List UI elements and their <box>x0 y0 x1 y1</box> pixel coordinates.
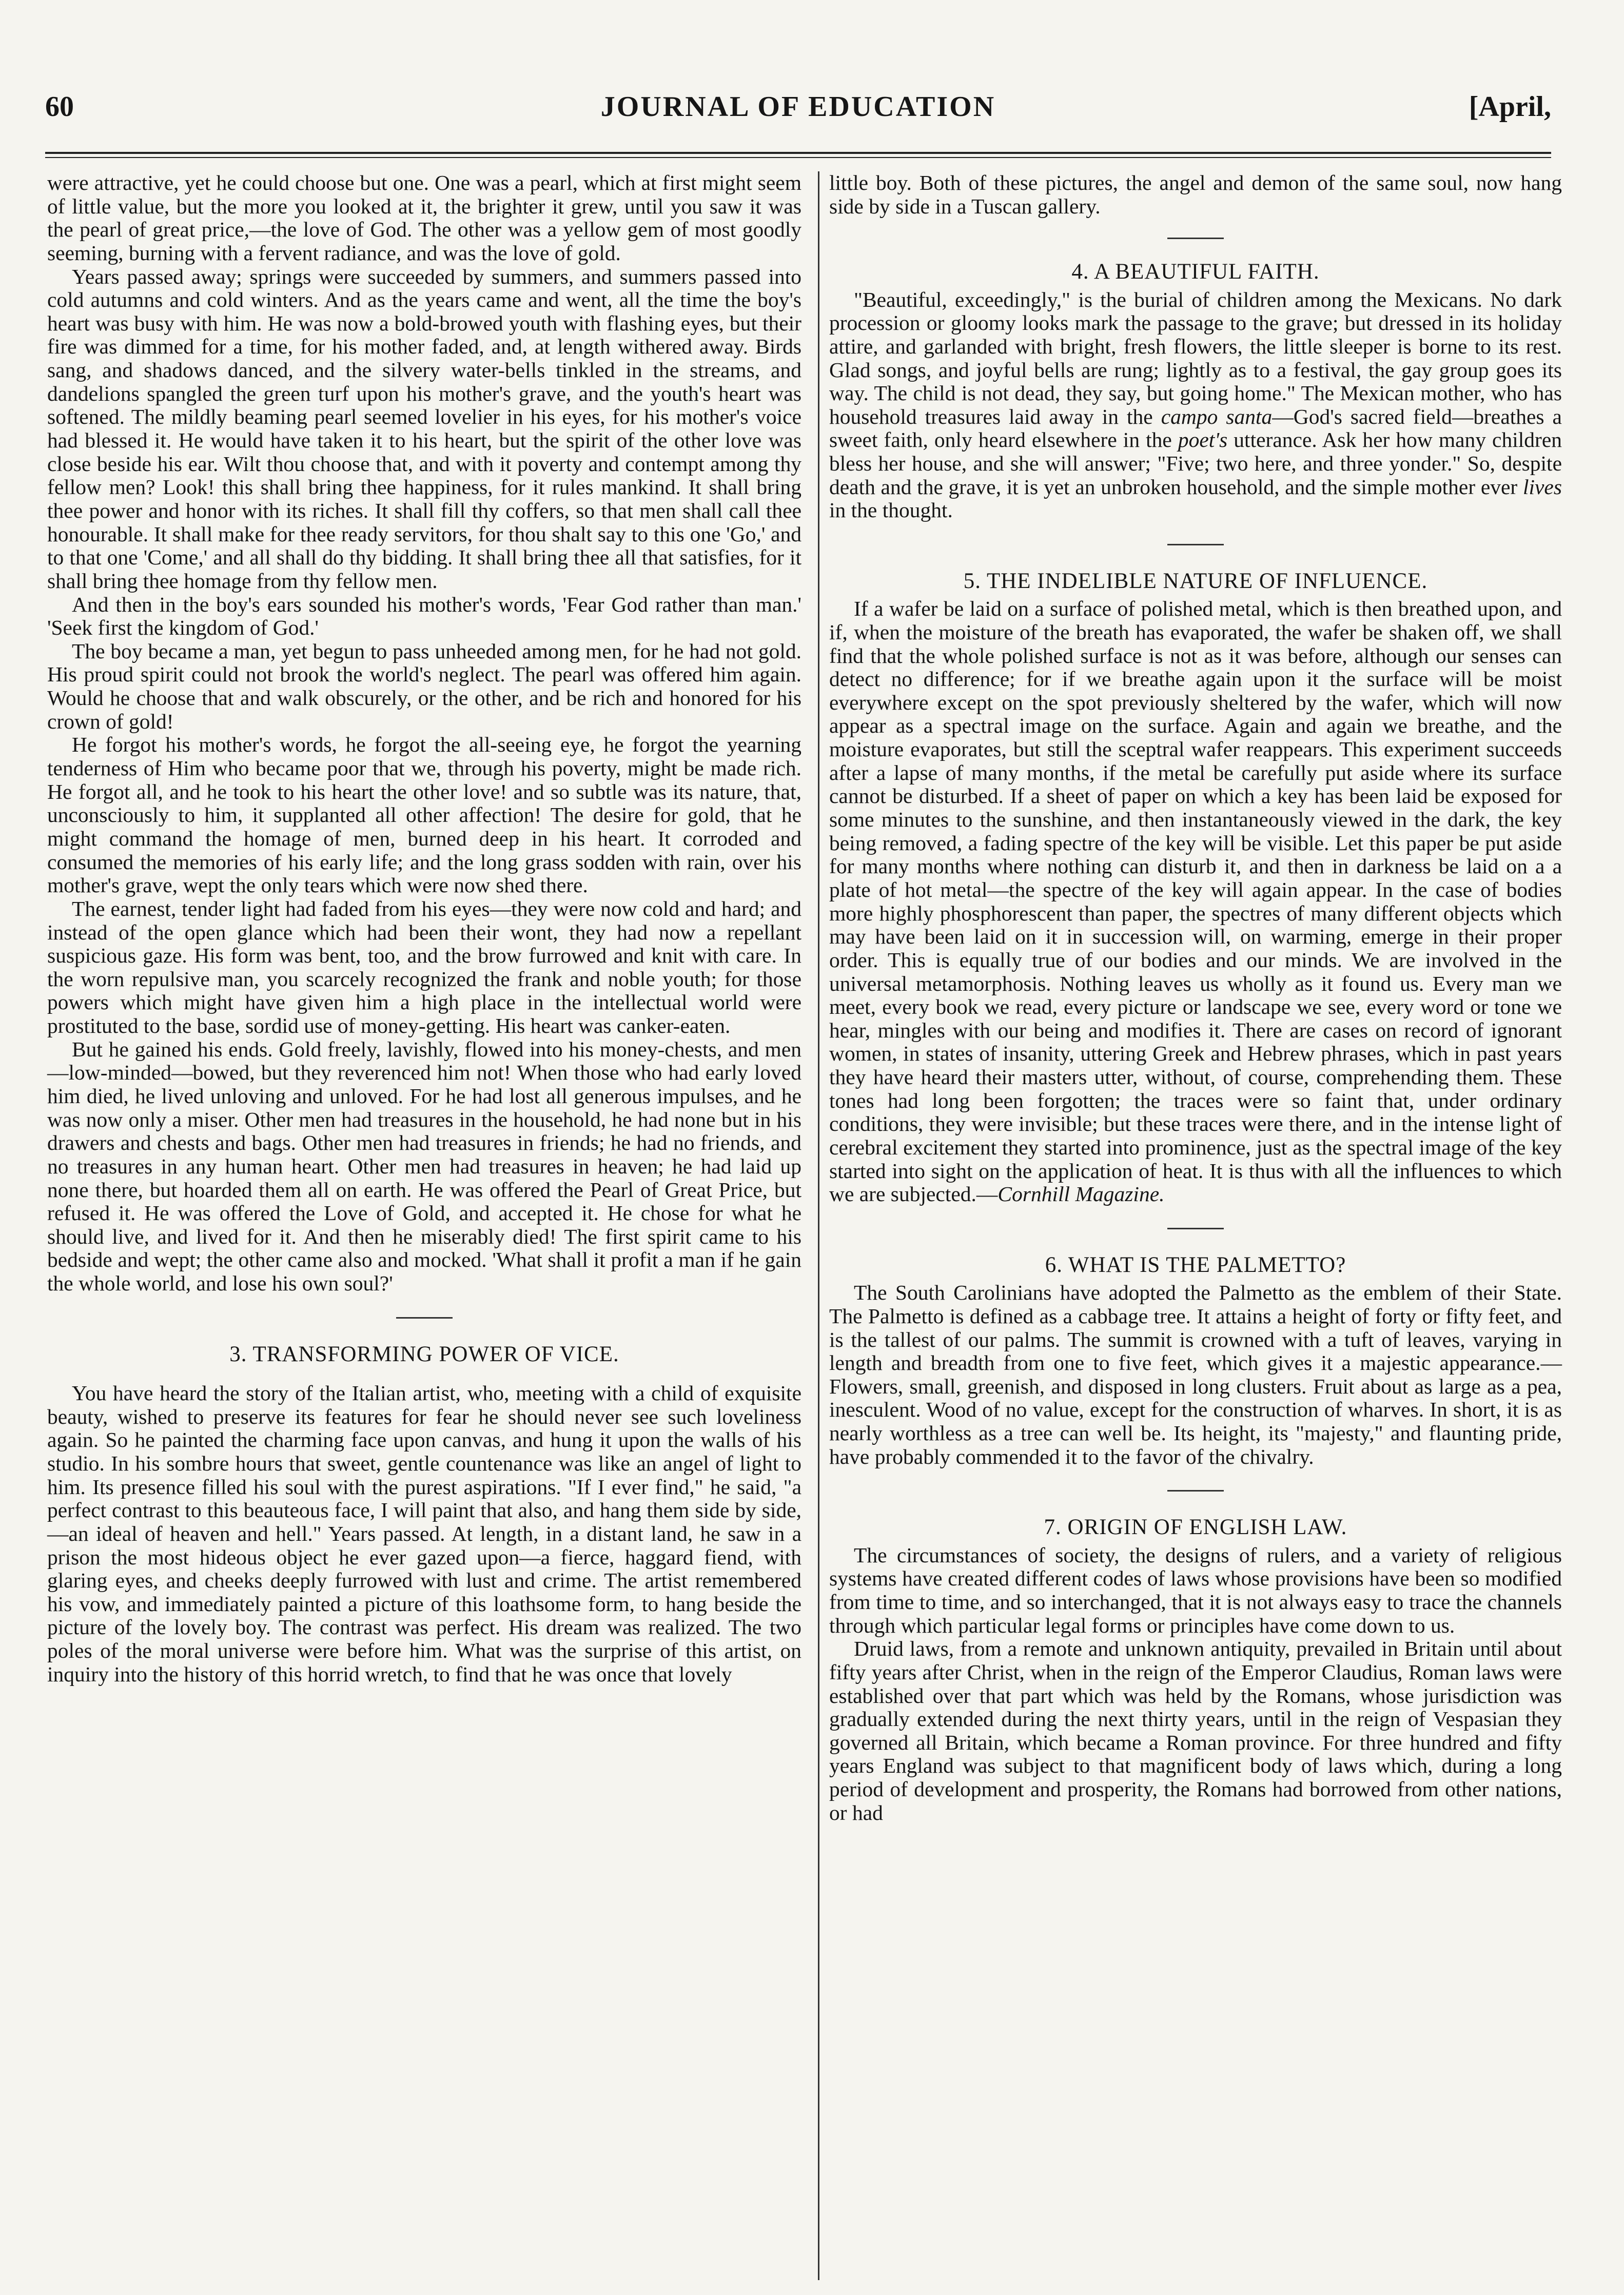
text-run: "Beautiful, exceedingly," is the burial of children among the Mexicans. No dark procession or gloomy looks mark the passage to the grave; but dressed in its holiday attire, and garlanded with bright, fresh flowers, the little sleeper is borne to its rest. Glad songs, and joyful bells are rung; lightly as to a festival, the gay group goes its way. The child is not dead, they say, but going home." The Mexican mother, who has household treasures laid away in the <box>829 287 1562 428</box>
paragraph: little boy. Both of these pictures, the angel and demon of the same soul, now hang side by side in a Tuscan gallery. <box>829 171 1562 218</box>
paragraph: Years passed away; springs were succeeded by summers, and summers passed into cold autumns and cold winters. And as the years came and went, all the time the boy's heart was busy with him. He was now a bold-browed youth with flashing eyes, but their fire was dimmed for a time, for his mother faded, and, at length withered away. Birds sang, and shadows danced, and the silvery water-bells tinkled in the streams, and dandelions spangled the green turf upon his mother's grave, and the youth's heart was softened. The mildly beaming pearl seemed lovelier in his eyes, for his mother's voice had blessed it. He would have taken it to his heart, but the spirit of the other love was close beside his ear. Wilt thou choose that, and with it poverty and contempt among thy fellow men? Look! this shall bring thee happiness, for it rules mankind. It shall bring thee power and honor with its riches. It shall fill thy coffers, so that men shall call thee honourable. It shall make for thee ready servitors, for thou shalt say to this one 'Go,' and to that one 'Come,' and all shall do thy bidding. It shall bring thee all that satisfies, for it shall bring thee homage from thy fellow men. <box>47 264 801 593</box>
paragraph <box>829 597 1562 1206</box>
right-column <box>829 171 1562 1825</box>
text-run: in the thought. <box>829 498 953 522</box>
section-divider <box>396 1317 453 1319</box>
italic-run: campo santa <box>1161 404 1273 428</box>
paragraph: He forgot his mother's words, he forgot the all-seeing eye, he forgot the yearning tenderness of Him who became poor that we, through his poverty, might be made rich. He forgot all, and he took to his heart the other love! and so subtle was its nature, that, unconsciously to him, it supplanted all other affection! The desire for gold, that he might command the homage of men, burned deep in his heart. It corroded and consumed the memories of his early life; and the long grass sodden with rain, over his mother's grave, wept the only tears which were now shed there. <box>47 733 801 897</box>
section-title: 4. A BEAUTIFUL FAITH. <box>1071 260 1320 284</box>
paragraph: You have heard the story of the Italian artist, who, meeting with a child of exquisite beauty, wished to preserve its features for fear he should never see such loveliness again. So he painted the charming face upon canvas, and hung it upon the walls of his studio. In his sombre hours that sweet, gentle countenance was like an angel of light to him. Its presence filled his soul with the purest aspirations. "If I ever find," he said, "a perfect contrast to this beauteous face, I will paint that also, and hang them side by side,—an ideal of heaven and hell." Years passed. At length, in a distant land, he saw in a prison the most hideous object he ever gazed upon—a fierce, haggard fiend, with glaring eyes, and cheeks deeply furrowed with lust and crime. The artist remembered his vow, and immediately painted a picture of this loathsome form, to hang beside the picture of the lovely boy. The contrast was perfect. His dream was realized. The two poles of the moral universe were before him. What was the surprise of this artist, on inquiry into the history of this horrid wretch, to find that he was once that lovely <box>47 1381 801 1686</box>
text-run: utterance. Ask her how many children bless her house, and she will answer; "Five; two here, and three yonder." So, despite death and the grave, it is yet an unbroken household, and the simple mother ever <box>829 428 1562 499</box>
section-divider <box>1167 1228 1224 1229</box>
paragraph: Druid laws, from a remote and unknown antiquity, prevailed in Britain until about fifty years after Christ, when in the reign of the Emperor Claudius, Roman laws were established over that part which was held by the Romans, whose jurisdiction was gradually extended during the next thirty years, until in the reign of Vespasian they governed all Britain, which became a Roman province. For three hundred and fifty years England was subject to that magnificent body of laws which, during a long period of development and prosperity, the Romans had borrowed from other nations, or had <box>829 1637 1562 1825</box>
source-citation: Cornhill Magazine. <box>997 1182 1165 1206</box>
paragraph: And then in the boy's ears sounded his mother's words, 'Fear God rather than man.' 'Seek first the kingdom of God.' <box>47 592 801 640</box>
paragraph: were attractive, yet he could choose but one. One was a pearl, which at first might seem of little value, but the more you looked at it, the brighter it grew, until you saw it was the pearl of great price,—the love of God. The other was a yellow gem of most goodly seeming, burning with a fervent radiance, and was the love of gold. <box>47 171 801 265</box>
paragraph: The earnest, tender light had faded from his eyes—they were now cold and hard; and instead of the open glance which had been their wont, they had now a repellant suspicious gaze. His form was bent, too, and the brow furrowed and knit with care. In the worn repulsive man, you scarcely recognized the frank and noble youth; for those powers which might have given him a high place in the intellectual world were prostituted to the base, sordid use of money-getting. His heart was canker-eaten. <box>47 896 801 1038</box>
section-title: 6. WHAT IS THE PALMETTO? <box>1045 1252 1346 1277</box>
paragraph: The boy became a man, yet begun to pass unheeded among men, for he had not gold. His proud spirit could not brook the world's neglect. The pearl was offered him again. Would he choose that and walk obscurely, or the other, and be rich and honored for his crown of gold! <box>47 639 801 733</box>
text-run: —God's sacred field—breathes a sweet faith, only heard elsewhere in the <box>829 404 1562 452</box>
page-number: 60 <box>45 91 74 123</box>
italic-run: lives <box>1522 475 1562 499</box>
section-title: 3. TRANSFORMING POWER OF VICE. <box>229 1342 619 1366</box>
journal-title: JOURNAL OF EDUCATION <box>600 91 996 123</box>
section-divider <box>1167 1490 1224 1492</box>
header-rule <box>45 152 1551 154</box>
column-divider <box>818 171 819 2280</box>
left-column <box>47 171 801 1686</box>
header-rule-thin <box>45 157 1551 158</box>
paragraph: The South Carolinians have adopted the Palmetto as the emblem of their State. The Palmetto is defined as a cabbage tree. It attains a height of forty or fifty feet, and is the tallest of our palms. The summit is crowned with a tuft of leaves, varying in length and breadth from one to five feet, which gives it a majestic appearance.—Flowers, small, greenish, and disposed in long clusters. Fruit about as large as a pea, inesculent. Wood of no value, except for the construction of wharves. In short, it is as nearly worthless as a tree can well be. Its height, its "majesty," and flaunting pride, have probably commended it to the favor of the chivalry. <box>829 1281 1562 1468</box>
paragraph <box>829 288 1562 522</box>
section-divider <box>1167 544 1224 545</box>
page-header <box>45 90 1551 131</box>
section-title: 5. THE INDELIBLE NATURE OF INFLUENCE. <box>963 568 1428 593</box>
paragraph: But he gained his ends. Gold freely, lavishly, flowed into his money-chests, and men—low-minded—bowed, but they reverenced him not! When those who had early loved him died, he lived unloving and unloved. For he had lost all generous impulses, and he was now only a miser. Other men had treasures in the household, he had none but in his drawers and chests and bags. Other men had treasures in friends; he had no friends, and no treasures in any human heart. Other men had treasures in heaven; he had laid up none there, but hoarded them all on earth. He was offered the Pearl of Great Price, but refused it. He was offered the Love of Gold, and accepted it. He chose for what he should live, and lived for it. And then he miserably died! The first spirit came to his bedside and wept; the other came also and mocked. 'What shall it profit a man if he gain the whole world, and lose his own soul?' <box>47 1037 801 1296</box>
text-run: If a wafer be laid on a surface of polished metal, which is then breathed upon, and if, when the moisture of the breath has evaporated, the wafer be shaken off, we shall find that the whole polished surface is not as it was before, although our senses can detect no difference; for if we breathe again upon it the surface will be moist everywhere except on the spot previously sheltered by the wafer, which will now appear as a spectral image on the surface. Again and again we breathe, and the moisture evaporates, but still the sceptral wafer reappears. This experiment succeeds after a lapse of many months, if the metal be carefully put aside where its surface cannot be disturbed. If a sheet of paper on which a key has been laid be exposed for some minutes to the sunshine, and then instantaneously viewed in the dark, the key being removed, a fading spectre of the key will be visible. Let this paper be put aside for many months where nothing can disturb it, and then in darkness be laid on a a plate of hot metal—the spectre of the key will again appear. In the case of bodies more highly phosphorescent than paper, the spectres of many different objects which may have been laid on it in succession will, on warming, emerge in their proper order. This is equally true of our bodies and our minds. We are involved in the universal metamorphosis. Nothing leaves us wholly as it found us. Every man we meet, every book we read, every picture or landscape we see, every word or tone we hear, mingles with our being and modifies it. There are cases on record of ignorant women, in states of insanity, uttering Greek and Hebrew phrases, which in past years they have heard their masters utter, without, of course, comprehending them. These tones had long been forgotten; the traces were so faint that, under ordinary conditions, they were invisible; but these traces were there, and in the intense light of cerebral excitement they started into prominence, just as the spectral image of the key started into sight on the application of heat. It is thus with all the influences to which we are subjected.— <box>829 597 1562 1206</box>
italic-run: poet's <box>1178 428 1228 452</box>
section-divider <box>1167 238 1224 239</box>
paragraph: The circumstances of society, the designs of rulers, and a variety of religious systems have created different codes of laws whose provisions have been so modified from time to time, and so interchanged, that it is not always easy to trace the channels through which particular legal forms or principles have come down to us. <box>829 1543 1562 1637</box>
section-title: 7. ORIGIN OF ENGLISH LAW. <box>1044 1515 1347 1540</box>
issue-month: [April, <box>1469 91 1551 123</box>
